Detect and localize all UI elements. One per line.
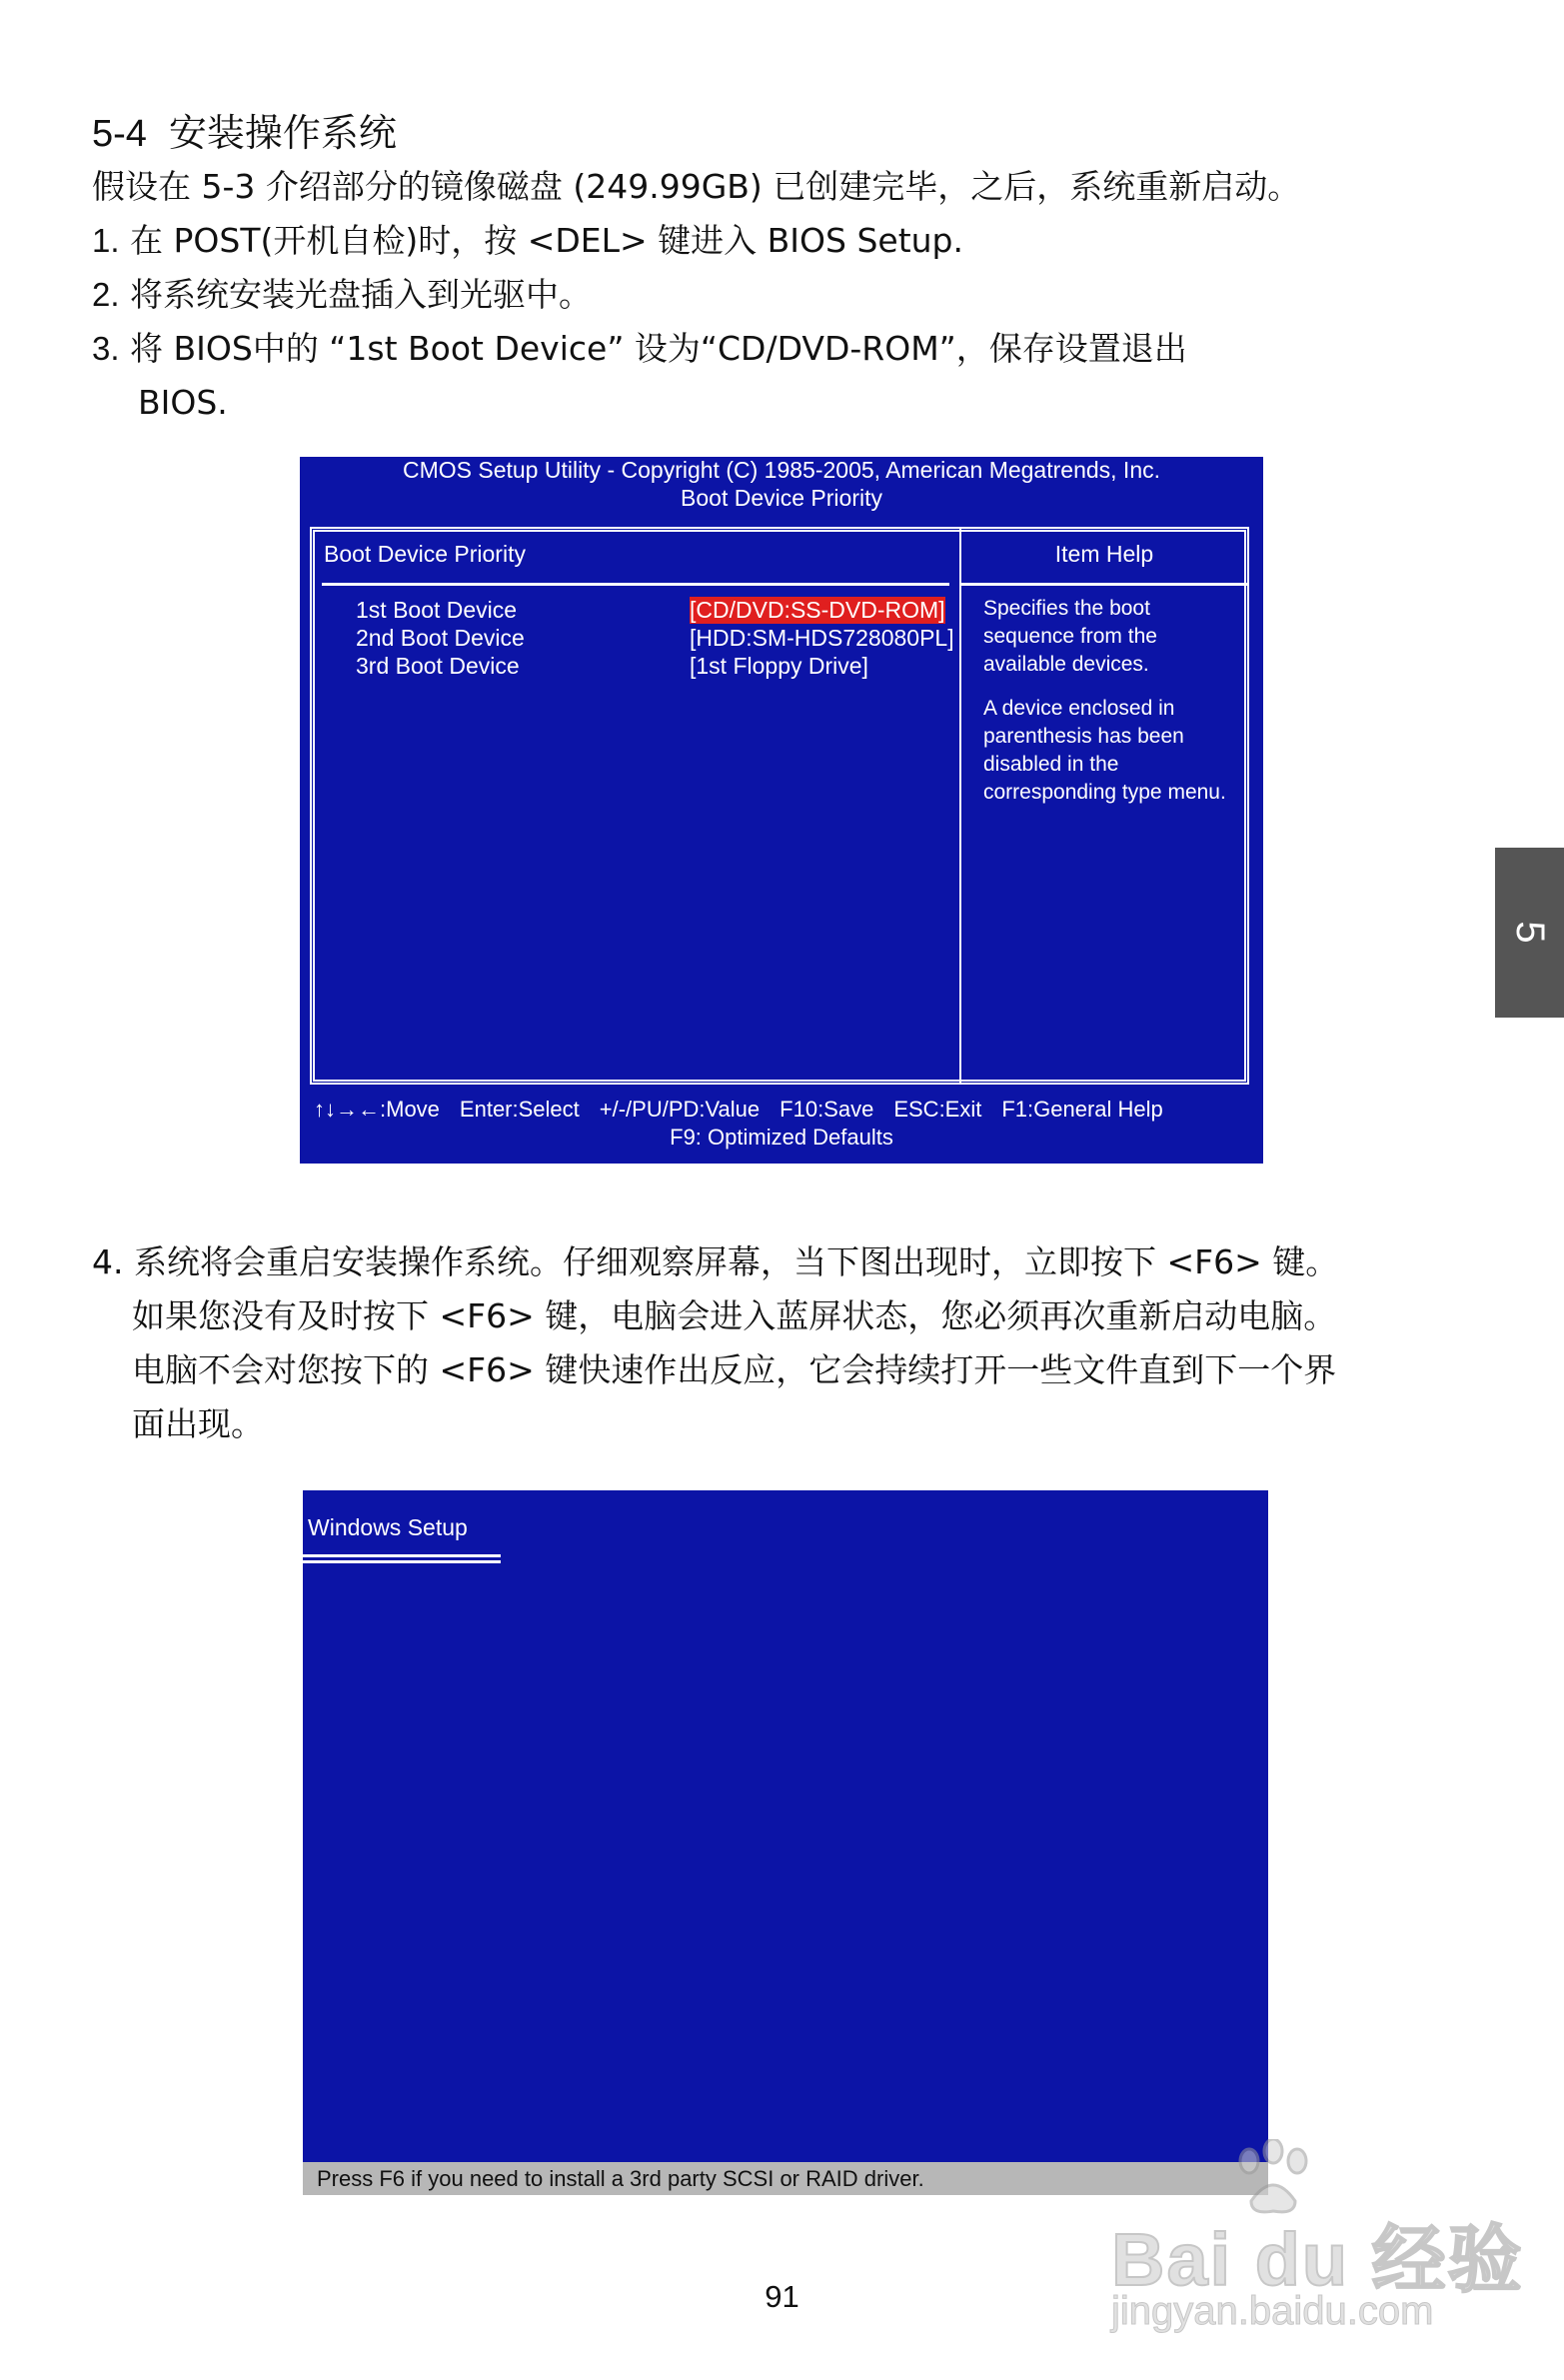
bios-subtitle: Boot Device Priority	[681, 485, 882, 511]
bios-item-help	[983, 595, 1243, 823]
title-underline	[303, 1560, 501, 1563]
key-move: ↑↓→←:Move	[314, 1097, 440, 1122]
bios-key-legend	[314, 1097, 1163, 1123]
step-3-continuation: BIOS.	[138, 383, 228, 422]
bios-help-header: Item Help	[1054, 541, 1154, 567]
step-number: 1.	[92, 222, 120, 259]
step-2	[92, 268, 592, 322]
watermark-brand: Bai du 经验	[1111, 2218, 1524, 2301]
step-4-line-4: 面出现。	[132, 1404, 264, 1443]
key-exit: ESC:Exit	[893, 1097, 982, 1122]
key-help: F1:General Help	[1001, 1097, 1163, 1122]
bios-title: CMOS Setup Utility - Copyright (C) 1985-2005, American Megatrends, Inc.	[402, 457, 1161, 483]
chapter-tab	[1495, 848, 1564, 1018]
page-number: 91	[765, 2279, 799, 2314]
step-4-line-1: 4. 系统将会重启安装操作系统。仔细观察屏幕，当下图出现时，立即按下 <F6> 键。	[92, 1242, 1339, 1281]
windows-setup-screen	[303, 1490, 1268, 2195]
bios-left-rule	[322, 583, 949, 586]
chapter-number: 5	[1508, 921, 1552, 944]
boot-device-3-label[interactable]: 3rd Boot Device	[356, 653, 520, 679]
boot-device-2-label[interactable]: 2nd Boot Device	[356, 625, 525, 651]
boot-device-3-value[interactable]: [1st Floppy Drive]	[690, 653, 868, 679]
section-heading	[92, 102, 397, 157]
boot-device-2-value[interactable]: [HDD:SM-HDS728080PL]	[690, 625, 954, 651]
step-text: 在 POST(开机自检)时，按 <DEL> 键进入 BIOS Setup.	[130, 221, 963, 260]
help-paragraph: Specifies the boot sequence from the available devices.	[983, 597, 1157, 676]
intro-paragraph: 假设在 5-3 介绍部分的镜像磁盘 (249.99GB) 已创建完毕，之后，系统重新启动。	[92, 167, 1301, 206]
windows-setup-title: Windows Setup	[308, 1514, 468, 1540]
setup-status-bar: Press F6 if you need to install a 3rd party SCSI or RAID driver.	[303, 2162, 1268, 2195]
baidu-watermark	[1107, 2139, 1524, 2339]
key-select: Enter:Select	[459, 1097, 580, 1122]
step-3	[92, 322, 1187, 376]
key-save: F10:Save	[780, 1097, 874, 1122]
bios-left-header: Boot Device Priority	[324, 541, 526, 567]
bios-screen	[300, 457, 1263, 1164]
section-number: 5-4	[92, 113, 147, 155]
help-paragraph: A device enclosed in parenthesis has been disabled in the corresponding type menu.	[983, 697, 1226, 804]
key-value: +/-/PU/PD:Value	[599, 1097, 761, 1122]
boot-device-1-label[interactable]: 1st Boot Device	[356, 597, 518, 623]
bios-right-rule	[961, 583, 1249, 586]
section-title: 安装操作系统	[168, 111, 397, 155]
step-4-line-3: 电脑不会对您按下的 <F6> 键快速作出反应，它会持续打开一些文件直到下一个界	[132, 1350, 1337, 1389]
boot-device-1-value[interactable]: [CD/DVD:SS-DVD-ROM]	[690, 597, 945, 623]
step-1	[92, 214, 963, 268]
step-text: 将 BIOS中的 “1st Boot Device” 设为“CD/DVD-ROM”，保存设置退出	[130, 329, 1187, 368]
bios-divider	[959, 529, 961, 1083]
watermark-url: jingyan.baidu.com	[1111, 2289, 1434, 2333]
step-number: 3.	[92, 330, 120, 367]
step-number: 2.	[92, 276, 120, 313]
step-text: 将系统安装光盘插入到光驱中。	[130, 275, 593, 314]
title-underline	[303, 1554, 501, 1557]
step-4-line-2: 如果您没有及时按下 <F6> 键，电脑会进入蓝屏状态，您必须再次重新启动电脑。	[132, 1296, 1337, 1335]
key-defaults: F9: Optimized Defaults	[670, 1125, 893, 1150]
